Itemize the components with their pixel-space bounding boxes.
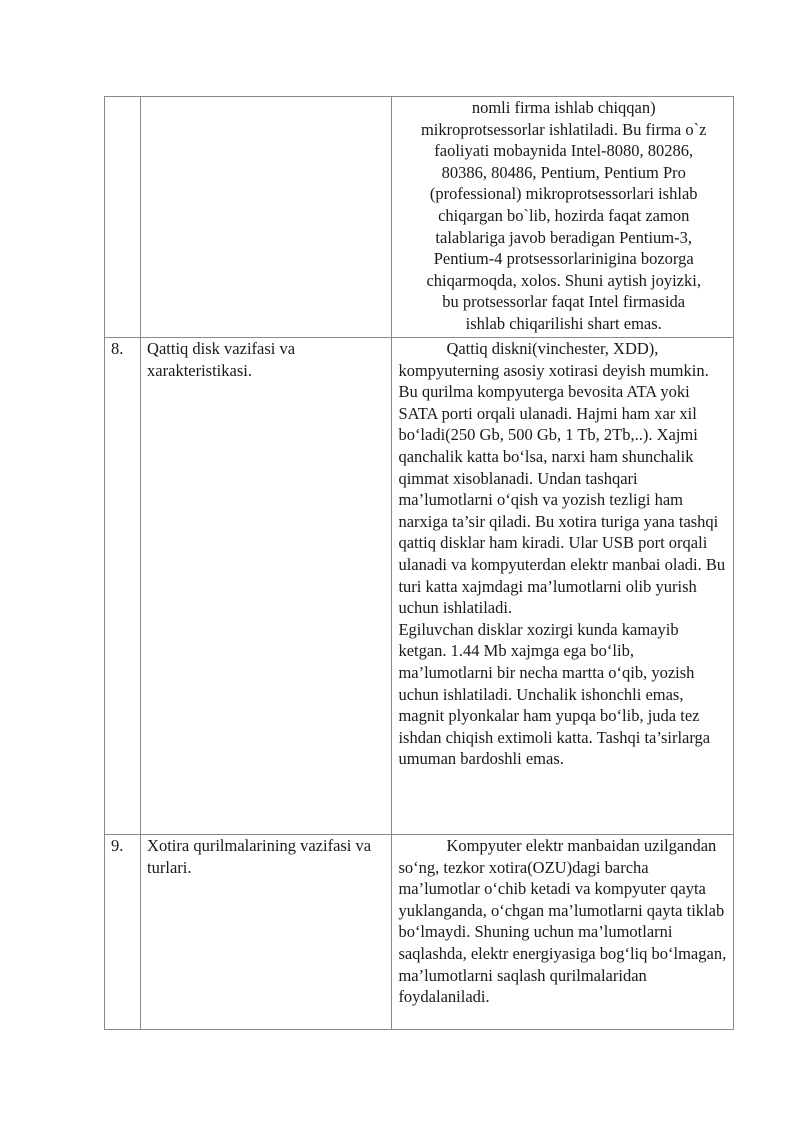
description-cell [392, 835, 734, 1030]
description-line: Pentium-4 protsessorlarinigina bozorga [433, 249, 694, 269]
description-paragraph: Egiluvchan disklar xozirgi kunda kamayib ketgan. 1.44 Mb xajmga ega bo‘lib, ma’lumotlarni bir necha martta o‘qib, yozish uchun ishlatiladi. Unchalik ishonchli emas, magnit plyonkalar ham yupqa bo‘lib, juda tez ishdan chiqish extimoli katta. Tashqi ta’sirlarga umuman bardoshli emas. [398, 619, 711, 769]
table-row [105, 338, 734, 835]
table-row [105, 835, 734, 1030]
topic-cell [141, 97, 392, 338]
content-table [104, 96, 734, 1030]
description-cell [392, 97, 734, 338]
row-number-cell [105, 97, 141, 338]
description-line: mikroprotsessorlar ishlatiladi. Bu firma o`z [420, 119, 707, 139]
description-line: chiqargan bo`lib, hozirda faqat zamon [438, 205, 690, 225]
topic-cell: Xotira qurilmalarining vazifasi va turlari. [141, 835, 392, 1030]
table-row [105, 97, 734, 338]
description-line: bu protsessorlar faqat Intel firmasida [442, 292, 686, 312]
description-paragraph: Qattiq diskni(vinchester, XDD), kompyuterning asosiy xotirasi deyish mumkin. Bu qurilma kompyuterga bevosita ATA yoki SATA porti orqali ulanadi. Hajmi ham xar xil bo‘ladi(250 Gb, 500 Gb, 1 Tb, 2Tb,..). Xajmi qanchalik katta bo‘lsa, narxi ham shunchalik qimmat xisoblanadi. Undan tashqari ma’lumotlarni o‘qish va yozish tezligi ham narxiga ta’sir qiladi. Bu xotira turiga yana tashqi qattiq disklar ham kiradi. Ular USB port orqali ulanadi va kompyuterdan elektr manbai oladi. Bu turi katta xajmdagi ma’lumotlarni olib yurish uchun ishlatiladi. [398, 339, 726, 618]
description-line: chiqarmoqda, xolos. Shuni aytish joyizki, [426, 270, 701, 290]
description-paragraph: Kompyuter elektr manbaidan uzilgandan so‘ng, tezkor xotira(OZU)dagi barcha ma’lumotlar o‘chib ketadi va kompyuter qayta yuklanganda, o‘chgan ma’lumotlarni qayta tiklab bo‘lmaydi. Shuning uchun ma’lumotlarni saqlashda, elektr energiyasiga bog‘liq bo‘lmagan, ma’lumotlarni saqlash qurilmalaridan foydalaniladi. [398, 836, 727, 1007]
description-line: nomli firma ishlab chiqqan) [471, 98, 656, 117]
description-line: (professional) mikroprotsessorlari ishlab [429, 184, 698, 204]
description-line: talablariga javob beradigan Pentium-3, [435, 227, 693, 247]
row-number-cell: 8. [105, 338, 141, 835]
row-number-cell: 9. [105, 835, 141, 1030]
description-line: 80386, 80486, Pentium, Pentium Pro [441, 162, 686, 182]
topic-cell: Qattiq disk vazifasi va xarakteristikasi. [141, 338, 392, 835]
description-line: ishlab chiqarilishi shart emas. [465, 313, 662, 333]
description-cell [392, 338, 734, 835]
description-line: faoliyati mobaynida Intel-8080, 80286, [434, 141, 694, 161]
